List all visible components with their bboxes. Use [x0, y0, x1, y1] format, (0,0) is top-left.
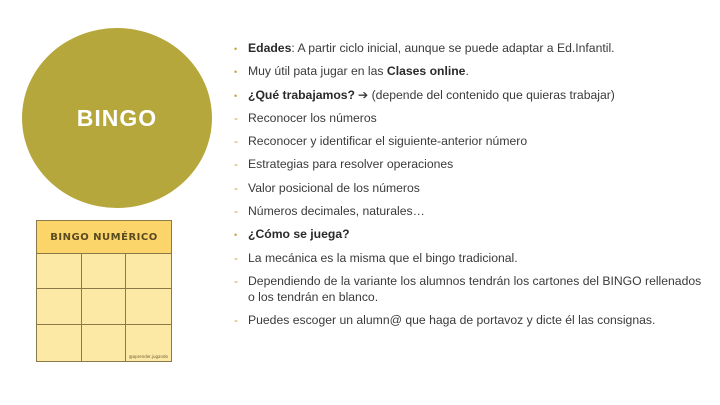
bullet-dot-icon: • — [234, 67, 238, 78]
bullet-text: Muy útil pata jugar en las — [248, 64, 387, 79]
bullet-text: . — [465, 64, 469, 79]
bullet-item — [234, 87, 704, 103]
bullet-item — [234, 226, 704, 242]
bullet-dot-icon: • — [234, 44, 238, 54]
bingo-card-grid — [37, 253, 171, 361]
bullet-text: La mecánica es la misma que el bingo tradicional. — [248, 250, 518, 265]
bullet-list — [234, 40, 704, 336]
bullet-dot-icon: • — [234, 90, 238, 101]
bullet-item — [234, 40, 704, 56]
bingo-cell — [126, 289, 171, 325]
bullet-item — [234, 312, 704, 328]
bullet-item — [234, 180, 704, 196]
bullet-item — [234, 203, 704, 219]
bullet-text: (depende del contenido que quieras trabajar) — [368, 87, 615, 102]
bingo-card-header: BINGO NUMÉRICO — [37, 221, 171, 254]
card-watermark: @aprender.jugando — [128, 354, 168, 359]
bullet-bold-text: Clases online — [386, 64, 466, 79]
bullet-dash-icon: - — [234, 250, 238, 265]
bullet-dash-icon: - — [234, 313, 238, 328]
bingo-cell — [37, 253, 82, 289]
title-circle — [22, 28, 212, 208]
bingo-card-image — [36, 220, 172, 362]
bingo-cell — [82, 325, 127, 361]
bullet-item — [234, 250, 704, 266]
slide-title: BINGO — [76, 104, 158, 131]
bullet-dash-icon: - — [234, 273, 238, 288]
bingo-cell — [126, 253, 171, 289]
bullet-bold-text: Edades — [248, 41, 292, 55]
bullet-bold-text: ¿Qué trabajamos? — [248, 87, 356, 102]
bingo-cell — [82, 253, 127, 289]
bullet-text: Reconocer y identificar el siguiente-anterior número — [248, 134, 528, 149]
bullet-text: : A partir ciclo inicial, aunque se puede adaptar a Ed.Infantil. — [291, 41, 615, 55]
bullet-text: Dependiendo de la variante los alumnos tendrán los cartones del BINGO rellenados o los tendrán en blanco. — [248, 273, 702, 304]
bullet-item — [234, 156, 704, 172]
bullet-text: Puedes escoger un alumn@ que haga de portavoz y dicte él las consignas. — [248, 313, 656, 328]
bullet-item — [234, 63, 704, 79]
bullet-text: Valor posicional de los números — [248, 180, 420, 195]
bullet-dash-icon: - — [234, 134, 238, 149]
bullet-dot-icon: • — [234, 230, 238, 241]
bullet-item — [234, 133, 704, 149]
bullet-bold-text: ¿Cómo se juega? — [248, 227, 350, 242]
bullet-item — [234, 273, 704, 305]
bingo-cell — [37, 289, 82, 325]
bullet-text: Números decimales, naturales… — [248, 204, 425, 219]
arrow-right-icon: ➔ — [358, 87, 369, 102]
bullet-dash-icon: - — [234, 180, 238, 195]
bullet-dash-icon: - — [234, 204, 238, 219]
bullet-dash-icon: - — [234, 157, 238, 172]
bingo-cell — [82, 289, 127, 325]
bingo-cell — [37, 325, 82, 361]
bullet-text: Estrategias para resolver operaciones — [248, 157, 454, 172]
bullet-item — [234, 110, 704, 126]
bullet-dash-icon: - — [234, 110, 238, 125]
bullet-text: Reconocer los números — [248, 110, 377, 125]
